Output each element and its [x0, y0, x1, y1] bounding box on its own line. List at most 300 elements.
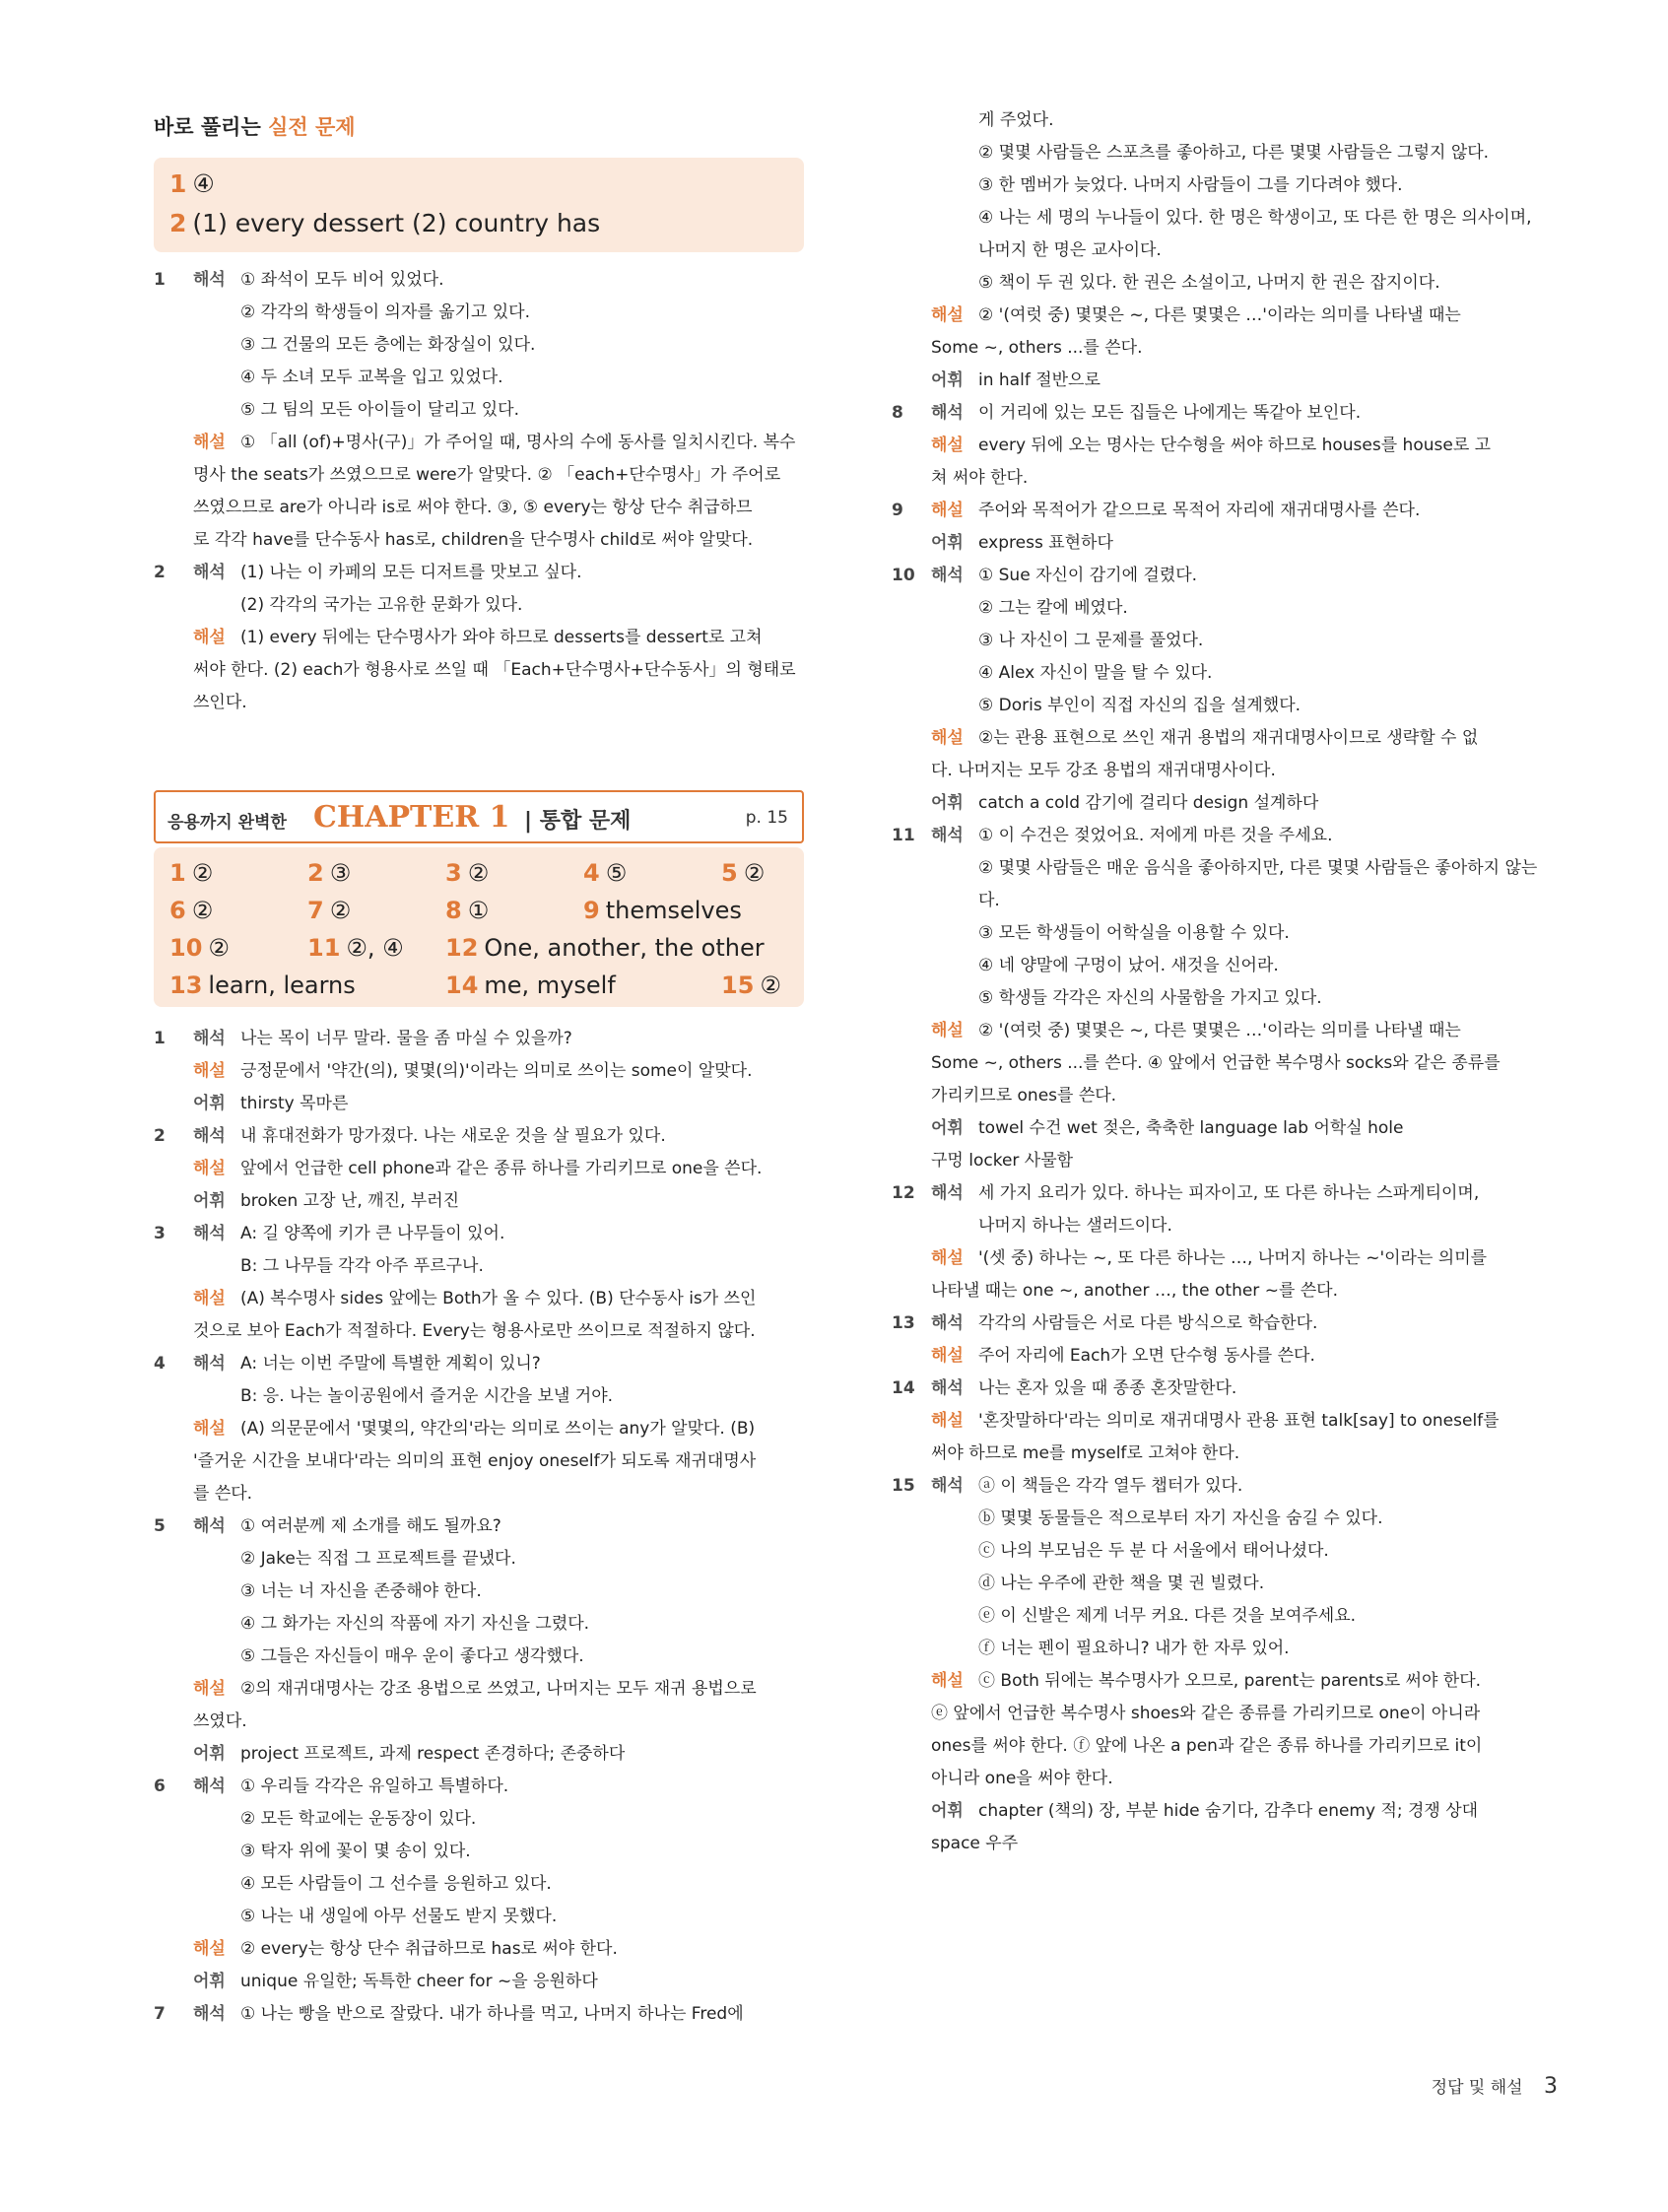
explanation-line	[154, 1543, 804, 1575]
explanation-line	[892, 1047, 1537, 1080]
line-label: 해설	[193, 1419, 226, 1439]
item-number: 1	[154, 1029, 166, 1048]
line-label: 해석	[931, 403, 964, 423]
answer-text: me, myself	[484, 972, 616, 999]
line-text: ⓔ 앞에서 언급한 복수명사 shoes와 같은 종류를 가리키므로 one이 아니라	[931, 1704, 1481, 1723]
line-label: 해석	[193, 2004, 226, 2024]
answer-text: ②	[329, 897, 352, 924]
explanation-line	[892, 690, 1537, 722]
line-text: 써야 하므로 me를 myself로 고쳐야 한다.	[931, 1443, 1240, 1463]
line-text: (1) every 뒤에는 단수명사가 와야 하므로 desserts를 dessert로 고쳐	[240, 628, 763, 647]
line-text: 주어 자리에 Each가 오면 단수형 동사를 쓴다.	[978, 1346, 1315, 1366]
line-label: 해설	[193, 1939, 226, 1959]
line-label: 해설	[931, 436, 964, 455]
line-text: 세 가지 요리가 있다. 하나는 피자이고, 또 다른 하나는 스파게티이며,	[978, 1183, 1480, 1203]
line-text: ⓒ Both 뒤에는 복수명사가 오므로, parent는 parents로 써야 한다.	[978, 1671, 1482, 1691]
explanation-line	[154, 1836, 804, 1868]
explanation-line	[892, 1795, 1537, 1828]
chapter-answer-item	[169, 972, 356, 999]
line-text: ⓒ 나의 부모님은 두 분 다 서울에서 태어나셨다.	[978, 1541, 1329, 1561]
line-label: 해석	[193, 563, 226, 582]
explanation-line	[892, 982, 1537, 1015]
answer-number: 11	[307, 934, 341, 962]
explanation-line	[892, 1307, 1537, 1340]
line-text: 쓰였으므로 are가 아니라 is로 써야 한다. ③, ⑤ every는 항상 단수 취급하므	[193, 498, 753, 517]
line-text: 아니라 one을 써야 한다.	[931, 1769, 1113, 1788]
answer-text: ③	[329, 859, 352, 887]
answer-number: 7	[307, 897, 324, 924]
line-text: ③ 그 건물의 모든 층에는 화장실이 있다.	[240, 335, 536, 355]
explanation-line	[154, 1283, 804, 1315]
explanation-line	[154, 589, 804, 622]
answer-number: 10	[169, 934, 203, 962]
line-text: 게 주었다.	[978, 110, 1054, 130]
line-text: chapter (책의) 장, 부분 hide 숨기다, 감추다 enemy 적; 경쟁 상대	[978, 1801, 1479, 1821]
explanation-line	[154, 1413, 804, 1445]
page-number: 3	[1544, 2074, 1558, 2099]
line-text: 명사 the seats가 쓰였으므로 were가 알맞다. ② 「each+단수명사」가 주어로	[193, 465, 781, 485]
answer-number: 5	[721, 859, 738, 887]
explanation-line	[154, 1023, 804, 1055]
explanation-line	[892, 1438, 1537, 1470]
explanation-line	[892, 365, 1537, 397]
line-text: project 프로젝트, 과제 respect 존경하다; 존중하다	[240, 1744, 626, 1764]
explanation-line	[892, 1340, 1537, 1373]
explanation-line	[154, 557, 804, 589]
line-text: ② '(여럿 중) 몇몇은 ~, 다른 몇몇은 …'이라는 의미를 나타낼 때는	[978, 1021, 1461, 1040]
line-text: '즐거운 시간을 보내다'라는 의미의 표현 enjoy oneself가 되도록 재귀대명사	[193, 1451, 757, 1471]
line-label: 해석	[193, 1354, 226, 1374]
line-text: 나는 목이 너무 말라. 물을 좀 마실 수 있을까?	[240, 1029, 572, 1048]
answer-number: 1	[169, 859, 186, 887]
explanation-line	[892, 917, 1537, 950]
line-label: 해석	[193, 270, 226, 290]
item-number: 4	[154, 1354, 166, 1374]
line-text: Some ~, others ...를 쓴다. ④ 앞에서 언급한 복수명사 socks와 같은 종류를	[931, 1053, 1501, 1073]
answer-text: One, another, the other	[484, 934, 765, 962]
explanation-line	[154, 394, 804, 427]
line-text: ones를 써야 한다. ⓕ 앞에 나온 a pen과 같은 종류 하나를 가리키므로 it이	[931, 1736, 1483, 1756]
answer-text: ②	[191, 897, 214, 924]
answer-number: 8	[445, 897, 462, 924]
explanation-line	[154, 427, 804, 459]
explanation-line	[154, 264, 804, 297]
line-text: express 표현하다	[978, 533, 1113, 553]
line-text: ① Sue 자신이 감기에 걸렸다.	[978, 566, 1198, 585]
explanation-line	[892, 104, 1537, 137]
explanation-line	[154, 654, 804, 687]
line-text: Some ~, others ...를 쓴다.	[931, 338, 1143, 358]
explanation-line	[154, 297, 804, 329]
line-label: 해석	[193, 1224, 226, 1243]
line-label: 어휘	[931, 1118, 964, 1138]
explanation-line	[154, 1933, 804, 1966]
explanation-line	[154, 1575, 804, 1608]
chapter-answer-item	[307, 897, 351, 924]
line-text: ⓑ 몇몇 동물들은 적으로부터 자기 자신을 숨길 수 있다.	[978, 1508, 1383, 1528]
chapter-answer-item	[307, 859, 351, 887]
chapter-header-box	[154, 790, 804, 843]
line-text: 쓰였다.	[193, 1711, 247, 1731]
line-text: ③ 탁자 위에 꽃이 몇 송이 있다.	[240, 1842, 471, 1861]
line-label: 어휘	[931, 533, 964, 553]
explanation-line	[892, 1015, 1537, 1047]
line-text: 나타낼 때는 one ~, another …, the other ~를 쓴다.	[931, 1281, 1339, 1301]
item-number: 15	[892, 1476, 915, 1496]
page-footer	[1432, 2073, 1558, 2099]
answer-number: 14	[445, 972, 479, 999]
line-text: every 뒤에 오는 명사는 단수형을 써야 하므로 houses를 house로 고	[978, 436, 1492, 455]
line-text: ②의 재귀대명사는 강조 용법으로 쓰였고, 나머지는 모두 재귀 용법으로	[240, 1679, 757, 1699]
item-number: 11	[892, 826, 915, 845]
explanation-line	[892, 1177, 1537, 1210]
answer-number: 2	[169, 209, 187, 237]
line-text: ② 모든 학교에는 운동장이 있다.	[240, 1809, 477, 1829]
line-text: ③ 모든 학생들이 어학실을 이용할 수 있다.	[978, 923, 1290, 943]
explanation-line	[154, 1250, 804, 1283]
chapter-answer-item	[445, 934, 765, 962]
line-label: 어휘	[931, 793, 964, 813]
line-label: 해설	[931, 501, 964, 520]
line-text: ④ 모든 사람들이 그 선수를 응원하고 있다.	[240, 1874, 552, 1894]
line-text: towel 수건 wet 젖은, 축축한 language lab 어학실 hole	[978, 1118, 1404, 1138]
item-number: 13	[892, 1313, 915, 1333]
explanation-line	[154, 1706, 804, 1738]
explanation-line	[154, 524, 804, 557]
answer-text: themselves	[605, 897, 742, 924]
line-text: A: 너는 이번 주말에 특별한 계획이 있니?	[240, 1354, 541, 1374]
explanation-line	[892, 1763, 1537, 1795]
line-text: ③ 너는 너 자신을 존중해야 한다.	[240, 1581, 482, 1601]
item-number: 8	[892, 403, 903, 423]
line-text: ⓔ 이 신발은 제게 너무 커요. 다른 것을 보여주세요.	[978, 1606, 1357, 1626]
line-text: ② 그는 칼에 베였다.	[978, 598, 1128, 618]
explanation-line	[154, 1803, 804, 1836]
explanation-line	[154, 1608, 804, 1641]
footer-label: 정답 및 해설	[1431, 2078, 1523, 2098]
explanation-line	[892, 722, 1537, 755]
line-text: ⓕ 너는 펜이 필요하니? 내가 한 자루 있어.	[978, 1639, 1290, 1658]
explanation-line	[892, 592, 1537, 625]
chapter-subtitle: | 통합 문제	[524, 809, 632, 834]
line-label: 해설	[193, 1061, 226, 1081]
explanation-line	[154, 1185, 804, 1218]
line-label: 어휘	[931, 370, 964, 390]
explanation-line	[154, 1966, 804, 1998]
explanation-line	[892, 787, 1537, 820]
line-text: ⑤ 나는 내 생일에 아무 선물도 받지 못했다.	[240, 1907, 558, 1926]
line-text: 구멍 locker 사물함	[931, 1151, 1074, 1171]
line-label: 어휘	[193, 1744, 226, 1764]
chapter-prefix: 응용까지 완벽한	[167, 813, 287, 833]
line-text: ② Jake는 직접 그 프로젝트를 끝냈다.	[240, 1549, 516, 1569]
line-text: ① 우리들 각각은 유일하고 특별하다.	[240, 1776, 509, 1796]
line-text: 주어와 목적어가 같으므로 목적어 자리에 재귀대명사를 쓴다.	[978, 501, 1421, 520]
line-text: 가리키므로 ones를 쓴다.	[931, 1086, 1117, 1106]
line-text: (2) 각각의 국가는 고유한 문화가 있다.	[240, 595, 523, 615]
explanation-line	[892, 625, 1537, 657]
explanation-line	[892, 1242, 1537, 1275]
explanation-line	[154, 492, 804, 524]
explanation-line	[154, 1445, 804, 1478]
line-text: 를 쓴다.	[193, 1484, 253, 1504]
line-text: 나머지 한 명은 교사이다.	[978, 240, 1162, 260]
answer-text: (1) every dessert (2) country has	[192, 209, 601, 237]
explanation-line	[892, 1503, 1537, 1535]
explanation-line	[892, 397, 1537, 430]
chapter-answer-item	[583, 859, 627, 887]
explanation-line	[892, 885, 1537, 917]
line-label: 해석	[931, 1183, 964, 1203]
line-text: ② 몇몇 사람들은 스포츠를 좋아하고, 다른 몇몇 사람들은 그렇지 않다.	[978, 143, 1490, 163]
answer-text: ①	[467, 897, 490, 924]
line-label: 해설	[931, 1248, 964, 1268]
explanation-line	[154, 1055, 804, 1088]
item-number: 5	[154, 1516, 166, 1536]
line-text: 나머지 하나는 샐러드이다.	[978, 1216, 1172, 1236]
explanation-line	[154, 1153, 804, 1185]
line-text: 앞에서 언급한 cell phone과 같은 종류 하나를 가리키므로 one을 쓴다.	[240, 1159, 763, 1178]
answer-text: ⑤	[605, 859, 628, 887]
line-label: 어휘	[193, 1094, 226, 1113]
explanation-line	[892, 202, 1537, 235]
explanation-line	[154, 1738, 804, 1771]
answer-text: ②	[208, 934, 230, 962]
explanation-line	[154, 622, 804, 654]
line-text: ④ 네 양말에 구멍이 났어. 새것을 신어라.	[978, 956, 1279, 975]
explanation-line	[892, 1633, 1537, 1665]
line-label: 해석	[193, 1029, 226, 1048]
line-text: 것으로 보아 Each가 적절하다. Every는 형용사로만 쓰이므로 적절하지 않다.	[193, 1321, 756, 1341]
line-label: 해석	[931, 826, 964, 845]
explanation-line	[892, 755, 1537, 787]
line-text: (1) 나는 이 카페의 모든 디저트를 맛보고 싶다.	[240, 563, 582, 582]
explanation-line	[154, 1868, 804, 1901]
answer-text: ②	[760, 972, 781, 999]
line-label: 어휘	[193, 1972, 226, 1991]
answer-number: 13	[169, 972, 203, 999]
section-heading-plain: 바로 풀리는	[154, 115, 261, 139]
explanation-line	[892, 430, 1537, 462]
line-text: 다.	[978, 891, 1000, 910]
chapter-answer-item	[169, 934, 230, 962]
line-text: ② '(여럿 중) 몇몇은 ~, 다른 몇몇은 …'이라는 의미를 나타낼 때는	[978, 305, 1461, 325]
line-text: ⑤ 그들은 자신들이 매우 운이 좋다고 생각했다.	[240, 1646, 584, 1666]
line-text: (A) 의문문에서 '몇몇의, 약간의'라는 의미로 쓰이는 any가 알맞다. (B)	[240, 1419, 756, 1439]
explanation-line	[892, 1145, 1537, 1177]
line-text: 이 거리에 있는 모든 집들은 나에게는 똑같아 보인다.	[978, 403, 1362, 423]
explanation-line	[154, 1641, 804, 1673]
explanation-line	[892, 527, 1537, 560]
chapter-answer-item	[169, 897, 213, 924]
line-text: 로 각각 have를 단수동사 has로, children을 단수명사 child로 써야 알맞다.	[193, 530, 754, 550]
line-text: ② 각각의 학생들이 의자를 옮기고 있다.	[240, 302, 530, 322]
item-number: 10	[892, 566, 915, 585]
line-text: ⑤ 학생들 각각은 자신의 사물함을 가지고 있다.	[978, 988, 1322, 1008]
explanation-line	[154, 1380, 804, 1413]
chapter-answer-box	[154, 847, 804, 1007]
line-text: ⑤ 그 팀의 모든 아이들이 달리고 있다.	[240, 400, 519, 420]
line-label: 해설	[931, 1671, 964, 1691]
chapter-answer-item	[445, 972, 616, 999]
explanation-line	[892, 1665, 1537, 1698]
line-label: 해설	[193, 628, 226, 647]
line-label: 해설	[193, 1289, 226, 1308]
explanation-line	[154, 1510, 804, 1543]
line-text: B: 응. 나는 놀이공원에서 즐거운 시간을 보낼 거야.	[240, 1386, 614, 1406]
answer-text: ②	[191, 859, 214, 887]
line-text: 나는 혼자 있을 때 종종 혼잣말한다.	[978, 1378, 1237, 1398]
line-text: ③ 한 멤버가 늦었다. 나머지 사람들이 그를 기다려야 했다.	[978, 175, 1403, 195]
item-number: 2	[154, 563, 166, 582]
explanation-line	[154, 687, 804, 719]
line-text: (A) 복수명사 sides 앞에는 Both가 올 수 있다. (B) 단수동사 is가 쓰인	[240, 1289, 757, 1308]
item-number: 12	[892, 1183, 915, 1203]
line-text: 내 휴대전화가 망가졌다. 나는 새로운 것을 살 필요가 있다.	[240, 1126, 666, 1146]
line-text: catch a cold 감기에 걸리다 design 설계하다	[978, 793, 1319, 813]
item-number: 14	[892, 1378, 915, 1398]
line-text: ③ 나 자신이 그 문제를 풀었다.	[978, 631, 1204, 650]
line-text: '혼잣말하다'라는 의미로 재귀대명사 관용 표현 talk[say] to oneself를	[978, 1411, 1500, 1431]
chapter-title: CHAPTER 1	[313, 800, 510, 835]
explanation-line	[154, 329, 804, 362]
line-text: 쓰인다.	[193, 693, 247, 712]
line-text: unique 유일한; 독특한 cheer for ~을 응원하다	[240, 1972, 598, 1991]
explanation-line	[892, 1405, 1537, 1438]
explanation-line	[892, 1698, 1537, 1730]
line-text: in half 절반으로	[978, 370, 1101, 390]
line-text: ⓓ 나는 우주에 관한 책을 몇 권 빌렸다.	[978, 1574, 1265, 1593]
item-number: 7	[154, 2004, 166, 2024]
line-text: ① 이 수건은 젖었어요. 저에게 마른 것을 주세요.	[978, 826, 1333, 845]
line-text: B: 그 나무들 각각 아주 푸르구나.	[240, 1256, 484, 1276]
line-text: thirsty 목마른	[240, 1094, 349, 1113]
line-text: ② every는 항상 단수 취급하므로 has로 써야 한다.	[240, 1939, 618, 1959]
line-label: 해설	[931, 1346, 964, 1366]
item-number: 3	[154, 1224, 166, 1243]
explanation-line	[154, 1348, 804, 1380]
explanation-line	[892, 1568, 1537, 1600]
line-text: ④ 두 소녀 모두 교복을 입고 있었다.	[240, 368, 503, 387]
explanation-line	[892, 235, 1537, 267]
chapter-answer-item	[583, 897, 742, 924]
answer-text: ④	[192, 169, 215, 198]
explanation-line	[892, 1210, 1537, 1242]
line-text: broken 고장 난, 깨진, 부러진	[240, 1191, 460, 1211]
line-label: 해설	[193, 1159, 226, 1178]
explanation-line	[892, 169, 1537, 202]
answer-number: 6	[169, 897, 186, 924]
line-text: ④ Alex 자신이 말을 탈 수 있다.	[978, 663, 1213, 683]
line-text: 써야 한다. (2) each가 형용사로 쓰일 때 「Each+단수명사+단수동사」의 형태로	[193, 660, 796, 680]
line-label: 해설	[193, 433, 226, 452]
answer-number: 12	[445, 934, 479, 962]
answer-number: 4	[583, 859, 600, 887]
line-label: 해석	[931, 1313, 964, 1333]
explanation-line	[154, 1218, 804, 1250]
line-text: ④ 나는 세 명의 누나들이 있다. 한 명은 학생이고, 또 다른 한 명은 의사이며,	[978, 208, 1532, 228]
line-label: 해석	[931, 1378, 964, 1398]
explanation-line	[892, 1470, 1537, 1503]
explanation-line	[892, 1373, 1537, 1405]
line-text: space 우주	[931, 1834, 1019, 1853]
line-label: 해석	[193, 1126, 226, 1146]
line-label: 해설	[931, 1021, 964, 1040]
explanation-line	[892, 820, 1537, 852]
section-heading	[154, 111, 356, 141]
item-number: 2	[154, 1126, 166, 1146]
chapter-answer-item	[721, 859, 765, 887]
part1-explanations	[154, 264, 804, 719]
explanation-line	[154, 1478, 804, 1510]
chapter-answer-item	[445, 859, 489, 887]
item-number: 6	[154, 1776, 166, 1796]
answer-text: ②, ④	[346, 934, 404, 962]
line-text: ④ 그 화가는 자신의 작품에 자기 자신을 그렸다.	[240, 1614, 590, 1634]
line-label: 해설	[931, 728, 964, 748]
explanation-line	[154, 1771, 804, 1803]
explanation-line	[892, 1600, 1537, 1633]
line-text: ① 나는 빵을 반으로 잘랐다. 내가 하나를 먹고, 나머지 하나는 Fred에	[240, 2004, 744, 2024]
line-text: A: 길 양쪽에 키가 큰 나무들이 있어.	[240, 1224, 505, 1243]
quick-answer-row	[169, 209, 600, 237]
explanation-line	[892, 1828, 1537, 1860]
explanation-line	[154, 1120, 804, 1153]
explanation-line	[892, 560, 1537, 592]
line-label: 해석	[931, 566, 964, 585]
explanation-line	[892, 332, 1537, 365]
explanation-line	[154, 1901, 804, 1933]
chapter-page-ref: p. 15	[745, 808, 788, 828]
line-label: 해설	[931, 305, 964, 325]
line-text: 다. 나머지는 모두 강조 용법의 재귀대명사이다.	[931, 761, 1276, 780]
explanation-line	[892, 300, 1537, 332]
answer-number: 1	[169, 169, 187, 198]
answer-number: 3	[445, 859, 462, 887]
answer-number: 2	[307, 859, 324, 887]
explanation-line	[892, 1112, 1537, 1145]
line-text: ⑤ Doris 부인이 직접 자신의 집을 설계했다.	[978, 696, 1301, 715]
part2-explanations	[154, 1023, 804, 2031]
explanation-line	[154, 1673, 804, 1706]
line-label: 해설	[931, 1411, 964, 1431]
explanation-line	[892, 1730, 1537, 1763]
line-text: ⑤ 책이 두 권 있다. 한 권은 소설이고, 나머지 한 권은 잡지이다.	[978, 273, 1440, 293]
line-text: '(셋 중) 하나는 ~, 또 다른 하나는 …, 나머지 하나는 ~'이라는 의미를	[978, 1248, 1488, 1268]
explanation-line	[892, 267, 1537, 300]
chapter-answer-item	[307, 934, 404, 962]
line-text: 쳐 써야 한다.	[931, 468, 1029, 488]
line-text: ① 좌석이 모두 비어 있었다.	[240, 270, 444, 290]
explanation-line	[892, 462, 1537, 495]
chapter-answer-item	[445, 897, 489, 924]
chapter-answer-item	[169, 859, 213, 887]
line-text: ②는 관용 표현으로 쓰인 재귀 용법의 재귀대명사이므로 생략할 수 없	[978, 728, 1479, 748]
chapter-answer-item	[721, 972, 781, 999]
explanation-line	[892, 1535, 1537, 1568]
answer-text: ②	[743, 859, 766, 887]
quick-answer-row	[169, 169, 215, 198]
explanation-line	[892, 495, 1537, 527]
explanation-line	[892, 1275, 1537, 1307]
answer-number: 15	[721, 972, 755, 999]
explanation-line	[154, 362, 804, 394]
line-text: ① 여러분께 제 소개를 해도 될까요?	[240, 1516, 501, 1536]
line-label: 어휘	[931, 1801, 964, 1821]
line-text: 긍정문에서 '약간(의), 몇몇(의)'이라는 의미로 쓰이는 some이 알맞다.	[240, 1061, 753, 1081]
answer-text: learn, learns	[208, 972, 356, 999]
line-label: 해석	[193, 1516, 226, 1536]
